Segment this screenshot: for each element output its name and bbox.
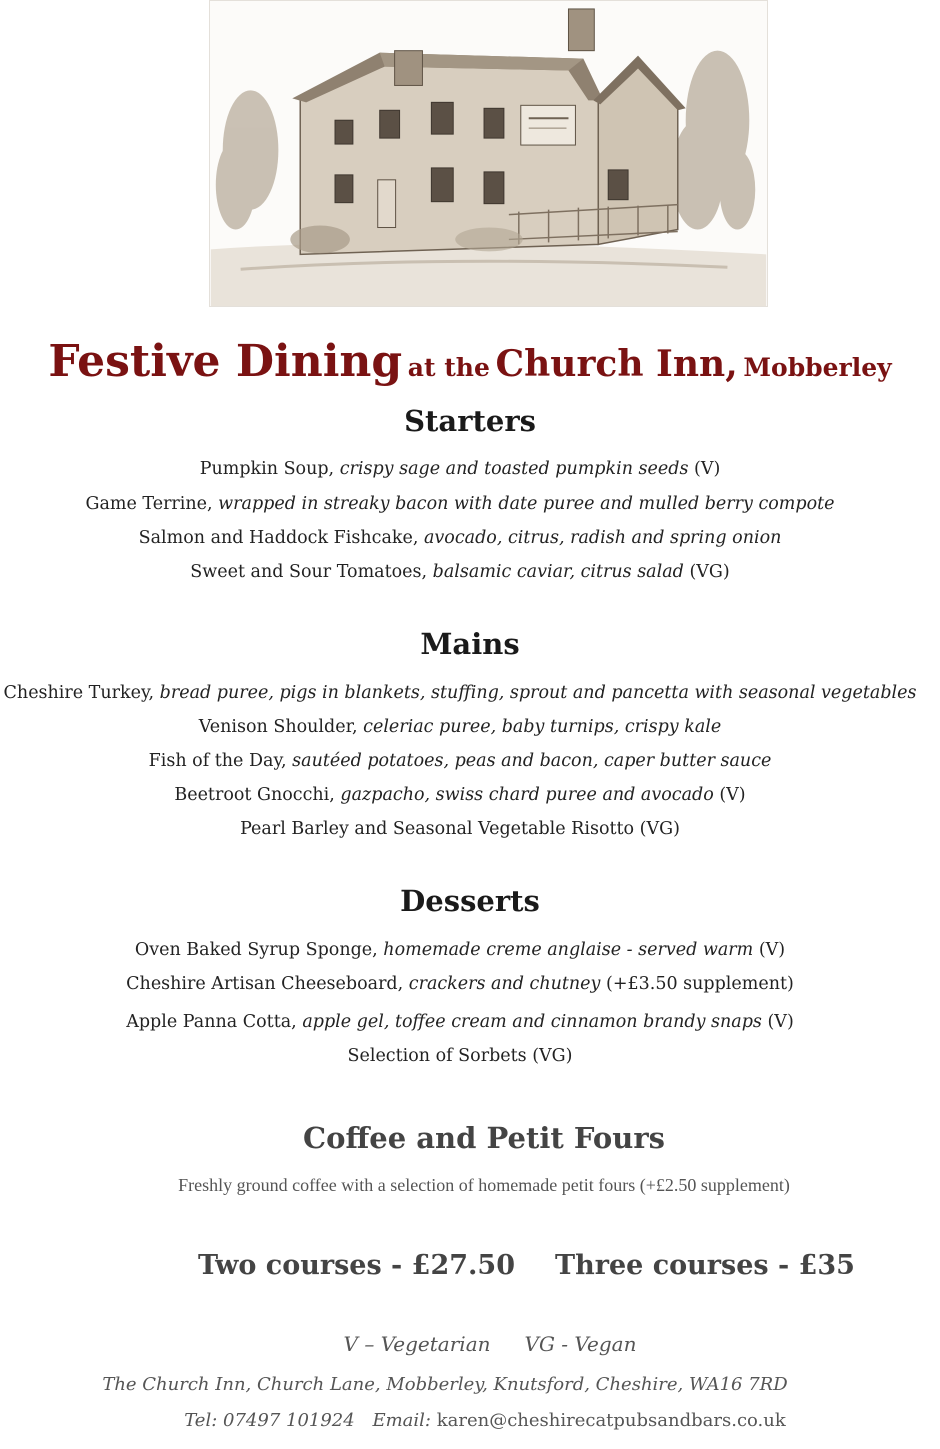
main-item: Pearl Barley and Seasonal Vegetable Risotto (VG)	[240, 819, 680, 839]
telephone: Tel: 07497 101924	[184, 1410, 355, 1431]
pub-sketch-image	[209, 0, 768, 307]
desserts-heading: Desserts	[400, 884, 540, 918]
starters-heading: Starters	[404, 404, 536, 438]
price-two-courses: Two courses - £27.50	[198, 1250, 515, 1281]
main-item: Beetroot Gnocchi, gazpacho, swiss chard puree and avocado (V)	[174, 785, 746, 805]
coffee-heading: Coffee and Petit Fours	[303, 1121, 665, 1155]
dessert-item: Cheshire Artisan Cheeseboard, crackers and chutney (+£3.50 supplement)	[126, 974, 794, 994]
main-item: Venison Shoulder, celeriac puree, baby turnips, crispy kale	[198, 717, 722, 737]
page-title	[0, 336, 940, 387]
starter-item: Salmon and Haddock Fishcake, avocado, citrus, radish and spring onion	[138, 528, 782, 548]
starter-item: Game Terrine, wrapped in streaky bacon with date puree and mulled berry compote	[85, 494, 835, 514]
title-at-the: at the	[407, 353, 490, 382]
mains-heading: Mains	[420, 627, 520, 661]
contact-line	[15, 1410, 940, 1431]
main-item: Fish of the Day, sautéed potatoes, peas and bacon, caper butter sauce	[148, 751, 772, 771]
title-church-inn: Church Inn,	[495, 343, 738, 385]
coffee-description: Freshly ground coffee with a selection of homemade petit fours (+£2.50 supplement)	[178, 1175, 790, 1195]
dietary-legend	[20, 1332, 940, 1356]
dessert-item: Oven Baked Syrup Sponge, homemade creme anglaise - served warm (V)	[134, 940, 786, 960]
dessert-item: Selection of Sorbets (VG)	[347, 1046, 573, 1066]
starter-item: Pumpkin Soup, crispy sage and toasted pumpkin seeds (V)	[199, 459, 721, 479]
legend-vegan: VG - Vegan	[524, 1332, 637, 1356]
address: The Church Inn, Church Lane, Mobberley, Knutsford, Cheshire, WA16 7RD	[102, 1374, 788, 1395]
email-label: Email:	[372, 1410, 431, 1431]
title-festive-dining: Festive Dining	[48, 336, 403, 387]
price-three-courses: Three courses - £35	[555, 1250, 855, 1281]
main-item: Cheshire Turkey, bread puree, pigs in blankets, stuffing, sprout and pancetta with seasonal vegetables	[3, 683, 917, 703]
title-mobberley: Mobberley	[743, 353, 892, 382]
email-link[interactable]: karen@cheshirecatpubsandbars.co.uk	[436, 1410, 786, 1431]
starter-item: Sweet and Sour Tomatoes, balsamic caviar, citrus salad (VG)	[190, 562, 730, 582]
legend-vegetarian: V – Vegetarian	[343, 1332, 491, 1356]
dessert-item: Apple Panna Cotta, apple gel, toffee cream and cinnamon brandy snaps (V)	[126, 1012, 794, 1032]
